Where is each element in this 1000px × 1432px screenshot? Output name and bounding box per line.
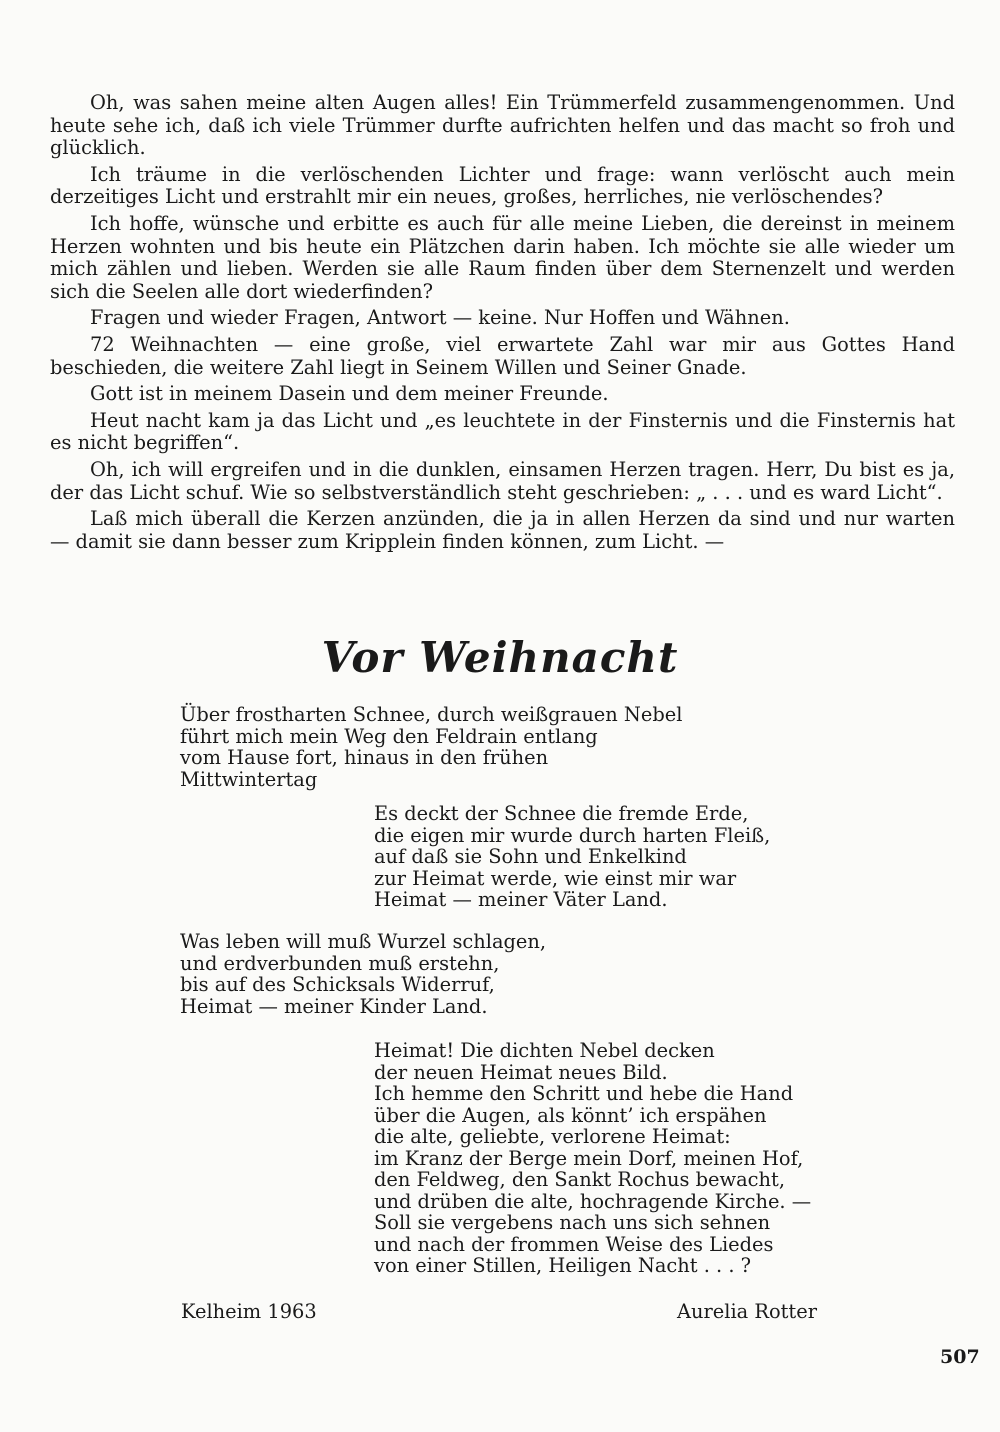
- poem-line: die eigen mir wurde durch harten Fleiß,: [374, 823, 771, 847]
- poem-stanza-1: [180, 704, 682, 790]
- paragraph: Laß mich überall die Kerzen anzünden, die ja in allen Herzen da sind und nur warten — damit sie dann besser zum Kripplein finden können, zum Licht. —: [50, 507, 955, 553]
- poem-line: den Feldweg, den Sankt Rochus bewacht,: [374, 1168, 785, 1191]
- poem-stanza-4: [374, 1040, 811, 1277]
- poem-line: bis auf des Schicksals Widerruf,: [180, 973, 495, 996]
- paragraph: Heut nacht kam ja das Licht und „es leuchtete in der Finsternis und die Finsternis hat es nicht begriffen“.: [50, 408, 955, 455]
- poem-line: vom Hause fort, hinaus in den frühen: [180, 746, 549, 769]
- author-name: Aurelia Rotter: [677, 1300, 817, 1323]
- poem-title: Vor Weihnacht: [321, 633, 679, 682]
- poem-stanza-2: [374, 803, 770, 911]
- poem-line: von einer Stillen, Heiligen Nacht . . . ?: [374, 1254, 752, 1277]
- poem-line: und erdverbunden muß erstehn,: [180, 951, 500, 975]
- poem-line: Heimat — meiner Kinder Land.: [180, 994, 488, 1018]
- poem-line: auf daß sie Sohn und Enkelkind: [374, 845, 687, 868]
- paragraph: Ich hoffe, wünsche und erbitte es auch für alle meine Lieben, die dereinst in meinem Herzen wohnten und bis heute ein Plätzchen darin haben. Ich möchte sie alle wieder um mich zählen und lieben. Werden sie alle Raum finden über dem Sternenzelt und werden sich die Seelen alle dort wiederfinden?: [50, 211, 955, 303]
- poem-line: der neuen Heimat neues Bild.: [374, 1060, 668, 1084]
- poem-stanza-3: [180, 931, 546, 1017]
- poem-line: Ich hemme den Schritt und hebe die Hand: [374, 1082, 794, 1105]
- poem-line: Heimat! Die dichten Nebel decken: [374, 1039, 715, 1062]
- poem-line: Was leben will muß Wurzel schlagen,: [180, 930, 547, 953]
- prose-section: [50, 92, 955, 557]
- poem-line: Es deckt der Schnee die fremde Erde,: [374, 802, 749, 825]
- paragraph: Oh, was sahen meine alten Augen alles! Ein Trümmerfeld zusammengenommen. Und heute sehe ich, daß ich viele Trümmer durfte aufrichten helfen und das macht so froh und glücklich.: [50, 91, 955, 160]
- page-number: 507: [940, 1346, 980, 1368]
- paragraph: Fragen und wieder Fragen, Antwort — keine. Nur Hoffen und Wähnen.: [90, 306, 790, 330]
- poem-line: und nach der frommen Weise des Liedes: [374, 1232, 774, 1256]
- place-date: Kelheim 1963: [181, 1300, 317, 1323]
- poem-line: Heimat — meiner Väter Land.: [374, 888, 668, 911]
- poem-line: zur Heimat werde, wie einst mir war: [374, 866, 737, 890]
- paragraph: Oh, ich will ergreifen und in die dunklen, einsamen Herzen tragen. Herr, Du bist es ja, der das Licht schuf. Wie so selbstverständlich steht geschrieben: „ . . . und es ward Licht“.: [50, 457, 955, 504]
- poem-line: führt mich mein Weg den Feldrain entlang: [180, 724, 598, 748]
- poem-line: Mittwintertag: [180, 767, 318, 791]
- poem-line: Über frostharten Schnee, durch weißgrauen Nebel: [180, 703, 683, 726]
- paragraph: Gott ist in meinem Dasein und dem meiner Freunde.: [90, 382, 609, 406]
- paragraph: Ich träume in die verlöschenden Lichter und frage: wann verlöscht auch mein derzeitiges Licht und erstrahlt mir ein neues, großes, herrliches, nie verlöschendes?: [50, 162, 955, 209]
- poem-line: im Kranz der Berge mein Dorf, meinen Hof,: [374, 1146, 804, 1170]
- poem-line: und drüben die alte, hochragende Kirche. —: [374, 1189, 812, 1213]
- paragraph: 72 Weihnachten — eine große, viel erwartete Zahl war mir aus Gottes Hand beschieden, die weitere Zahl liegt in Seinem Willen und Seiner Gnade.: [50, 332, 955, 379]
- poem-line: Soll sie vergebens nach uns sich sehnen: [374, 1211, 771, 1234]
- poem-line: über die Augen, als könnt’ ich erspähen: [374, 1103, 767, 1127]
- poem-line: die alte, geliebte, verlorene Heimat:: [374, 1125, 731, 1148]
